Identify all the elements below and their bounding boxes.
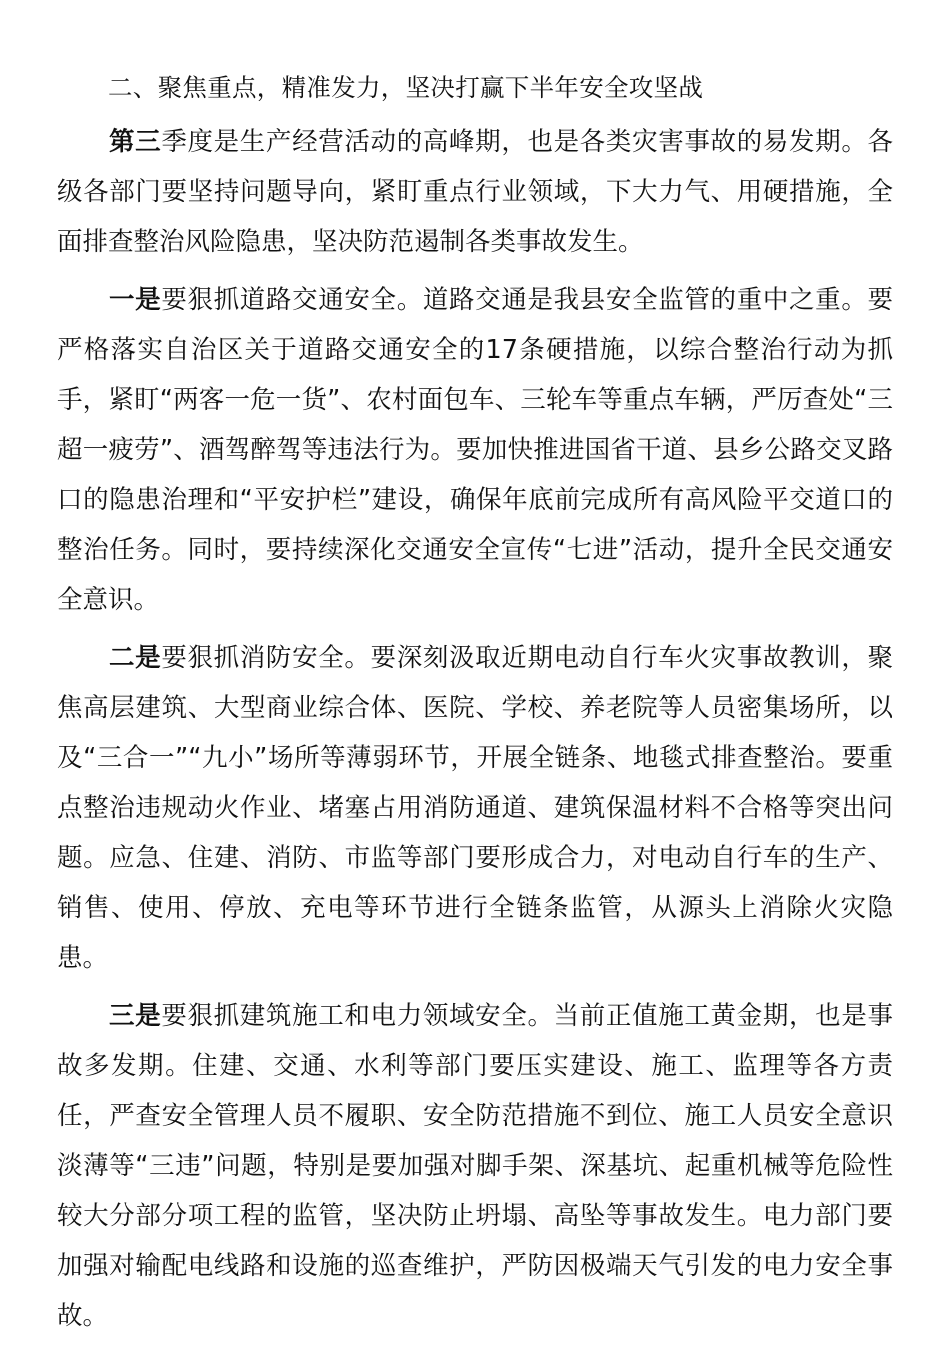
document-body	[57, 117, 893, 1349]
paragraph-lead: 二是	[109, 643, 162, 673]
paragraph-text: 要狠抓消防安全。要深刻汲取近期电动自行车火灾事故教训，聚焦高层建筑、大型商业综合体、医院、学校、养老院等人员密集场所，以及“三合一”“九小”场所等薄弱环节，开展全链条、地毯式排查整治。要重点整治违规动火作业、堵塞占用消防通道、建筑保温材料不合格等突出问题。应急、住建、消防、市监等部门要形成合力，对电动自行车的生产、销售、使用、停放、充电等环节进行全链条监管，从源头上消除火灾隐患。	[57, 643, 893, 973]
paragraph-lead: 一是	[109, 285, 162, 315]
section-heading: 二、聚焦重点，精准发力，坚决打赢下半年安全攻坚战	[108, 73, 704, 102]
paragraph-third-quarter	[57, 117, 893, 267]
paragraph-construction-power	[57, 991, 893, 1341]
paragraph-text: 要狠抓建筑施工和电力领域安全。当前正值施工黄金期，也是事故多发期。住建、交通、水利等部门要压实建设、施工、监理等各方责任，严查安全管理人员不履职、安全防范措施不到位、施工人员安全意识淡薄等“三违”问题，特别是要加强对脚手架、深基坑、起重机械等危险性较大分部分项工程的监管，坚决防止坍塌、高坠等事故发生。电力部门要加强对输配电线路和设施的巡查维护，严防因极端天气引发的电力安全事故。	[57, 1001, 893, 1331]
paragraph-fire-safety	[57, 633, 893, 983]
paragraph-lead: 第三	[109, 127, 162, 157]
paragraph-text: 季度是生产经营活动的高峰期，也是各类灾害事故的易发期。各级各部门要坚持问题导向，紧盯重点行业领域，下大力气、用硬措施，全面排查整治风险隐患，坚决防范遏制各类事故发生。	[57, 127, 893, 257]
paragraph-lead: 三是	[109, 1001, 162, 1031]
paragraph-text: 要狠抓道路交通安全。道路交通是我县安全监管的重中之重。要严格落实自治区关于道路交通安全的17条硬措施，以综合整治行动为抓手，紧盯“两客一危一货”、农村面包车、三轮车等重点车辆，严厉查处“三超一疲劳”、酒驾醉驾等违法行为。要加快推进国省干道、县乡公路交叉路口的隐患治理和“平安护栏”建设，确保年底前完成所有高风险平交道口的整治任务。同时，要持续深化交通安全宣传“七进”活动，提升全民交通安全意识。	[57, 285, 893, 615]
paragraph-road-traffic	[57, 275, 893, 625]
